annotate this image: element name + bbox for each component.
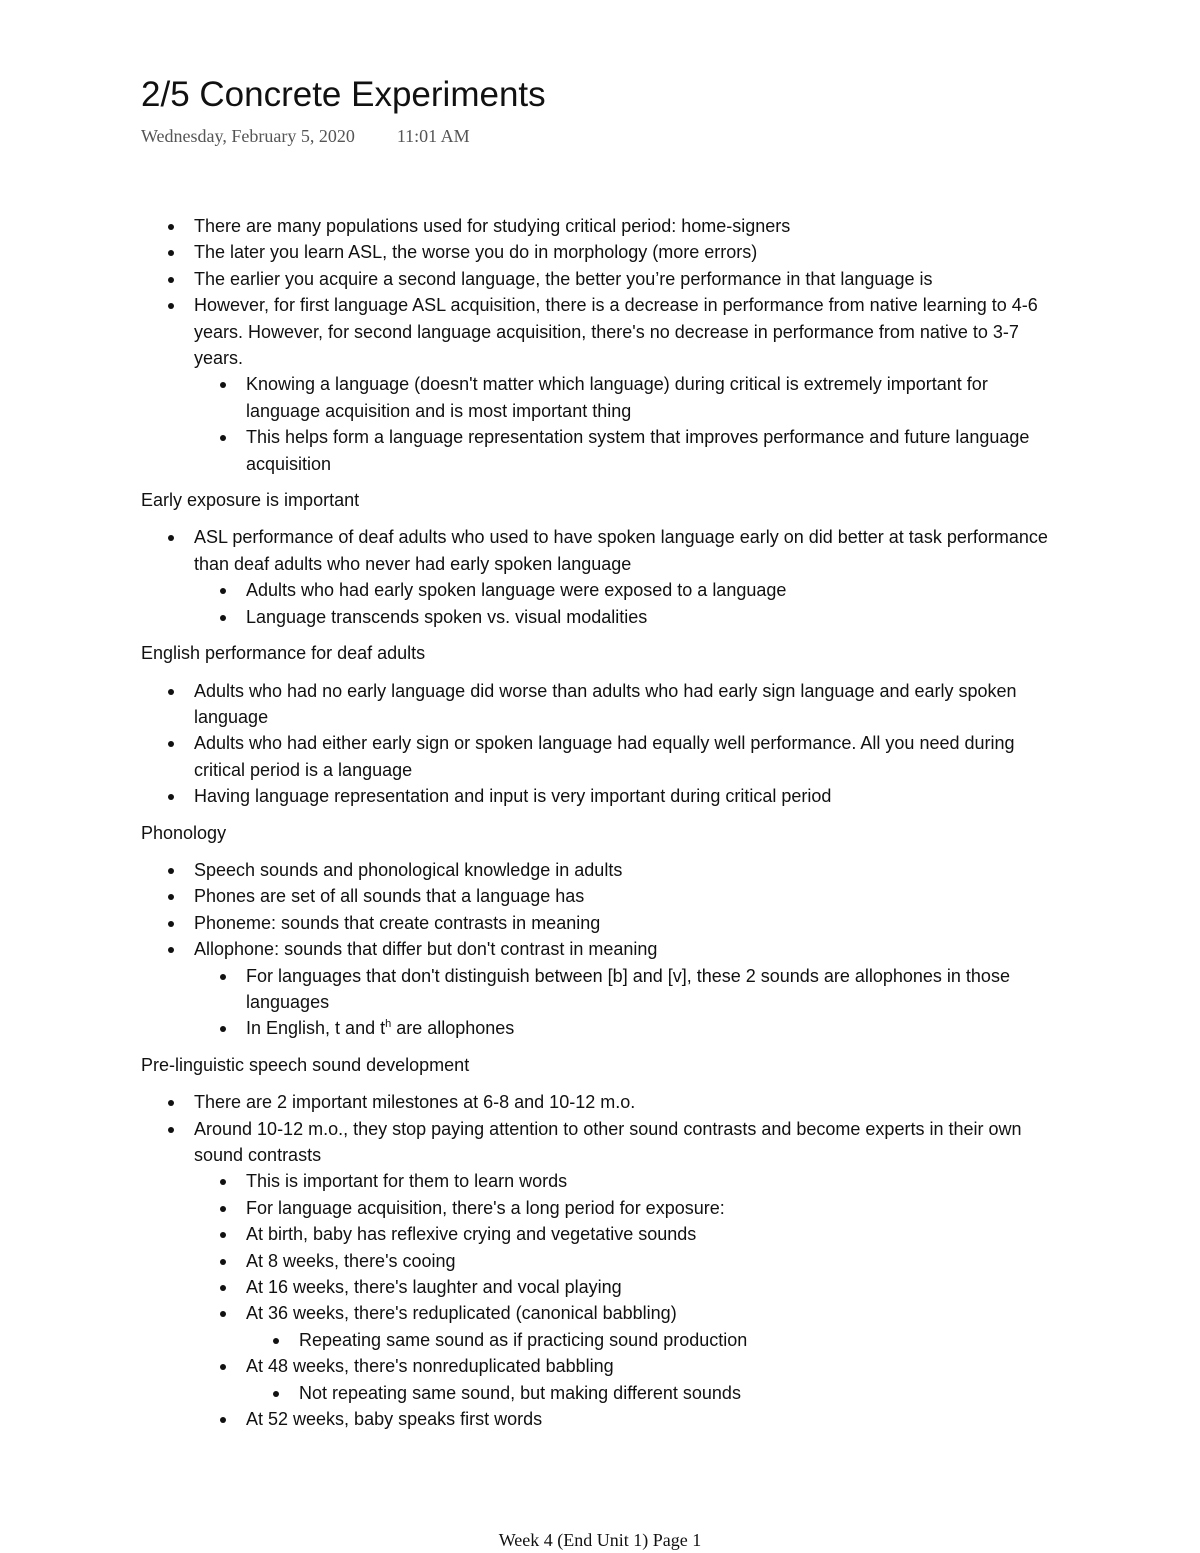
list-item: At 16 weeks, there's laughter and vocal playing [246,1274,1061,1300]
bullet-icon [273,1338,279,1344]
bullet-icon [168,794,174,800]
prelinguistic-sub-list [194,1168,1061,1432]
list-item: Phones are set of all sounds that a language has [194,883,1061,909]
list-item: Adults who had no early language did worse than adults who had early sign language and early spoken language [194,678,1061,731]
bullet-icon [168,250,174,256]
list-item: At 52 weeks, baby speaks first words [246,1406,1061,1432]
bullet-icon [168,224,174,230]
bullet-icon [220,615,226,621]
bullet-icon [220,1026,226,1032]
note-timestamp [141,126,470,147]
page-title: 2/5 Concrete Experiments [141,75,546,114]
bullet-icon [168,947,174,953]
bullet-icon [168,277,174,283]
list-item: For language acquisition, there's a long period for exposure: [246,1195,1061,1221]
note-date: Wednesday, February 5, 2020 [141,126,355,146]
list-item: Adults who had early spoken language were exposed to a language [246,577,1061,603]
section-heading-english-performance: English performance for deaf adults [141,643,426,664]
bullet-icon [168,689,174,695]
list-item: This helps form a language representation system that improves performance and future language acquisition [246,424,1061,477]
bullet-icon [220,1179,226,1185]
bullet-icon [168,868,174,874]
bullet-icon [220,1311,226,1317]
list-item: Knowing a language (doesn't matter which language) during critical is extremely important for language acquisition and is most important thing [246,371,1061,424]
list-item: Phoneme: sounds that create contrasts in meaning [194,910,1061,936]
list-item: At 48 weeks, there's nonreduplicated babbling Not repeating same sound, but making different sounds [246,1353,1061,1406]
bullet-icon [220,1232,226,1238]
list-item: Language transcends spoken vs. visual modalities [246,604,1061,630]
list-item: At 36 weeks, there's reduplicated (canonical babbling) Repeating same sound as if practicing sound production [246,1300,1061,1353]
bullet-icon [168,741,174,747]
superscript-h: h [385,1018,392,1031]
bullet-icon [168,535,174,541]
babbling-36-sub-list [246,1327,1061,1353]
list-item: There are 2 important milestones at 6-8 and 10-12 m.o. [194,1089,1061,1115]
bullet-icon [220,588,226,594]
bullet-icon [220,1417,226,1423]
list-item: However, for first language ASL acquisition, there is a decrease in performance from native learning to 4-6 years. However, for second language acquisition, there's no decrease in performance from native to 3-7 years. Knowing a language (doesn't matter which language) during critical is extremely important for language acquisition and is most important thing This helps form a language representation system that improves performance and future language acquisition [194,292,1061,477]
list-item: Repeating same sound as if practicing sound production [299,1327,1061,1353]
phonology-list [141,857,1061,1042]
bullet-icon [273,1391,279,1397]
babbling-48-sub-list [246,1380,1061,1406]
list-item: At birth, baby has reflexive crying and vegetative sounds [246,1221,1061,1247]
bullet-icon [220,1364,226,1370]
bullet-icon [220,974,226,980]
section-heading-phonology: Phonology [141,822,227,843]
bullet-icon [168,1100,174,1106]
bullet-icon [220,1285,226,1291]
bullet-icon [168,303,174,309]
list-item: There are many populations used for studying critical period: home-signers [194,213,1061,239]
bullet-icon [220,382,226,388]
bullet-icon [168,1127,174,1133]
bullet-icon [168,894,174,900]
list-item: Allophone: sounds that differ but don't contrast in meaning For languages that don't distinguish between [b] and [v], these 2 sounds are allophones in those languages In English, t and $t^h$ are allophones [194,936,1061,1042]
bullet-icon [168,921,174,927]
early-list [141,524,1061,630]
bullet-icon [220,1206,226,1212]
list-item: ASL performance of deaf adults who used to have spoken language early on did better at task performance than deaf adults who never had early spoken language Adults who had early spoken language were exposed to a language Language transcends spoken vs. visual modalities [194,524,1061,630]
list-item: Not repeating same sound, but making different sounds [299,1380,1061,1406]
list-item: The earlier you acquire a second language, the better you’re performance in that language is [194,266,1061,292]
prelinguistic-list [141,1089,1061,1432]
phonology-sub-list [194,963,1061,1042]
list-item: In English, t and $t^h$ are allophones [246,1015,1061,1041]
note-body [141,213,1061,1432]
list-item: Around 10-12 m.o., they stop paying attention to other sound contrasts and become experts in their own sound contrasts This is important for them to learn words For language acquisition, there's a long period for exposure: At birth, baby has reflexive crying and vegetative sounds At 8 weeks, there's cooing At 16 weeks, there's laughter and vocal playing At 36 weeks, there's reduplicated (canonical babbling) Repeating same sound as if practicing sound production At 48 weeks, there's nonreduplicated babbling Not repeating same sound, but making different sounds At 52 weeks, baby speaks first words [194,1116,1061,1433]
section-heading-prelinguistic: Pre-linguistic speech sound development [141,1054,470,1075]
section-heading-early-exposure: Early exposure is important [141,490,360,511]
list-item: Speech sounds and phonological knowledge in adults [194,857,1061,883]
bullet-icon [220,435,226,441]
intro-list [141,213,1061,477]
list-item: This is important for them to learn words [246,1168,1061,1194]
list-item: At 8 weeks, there's cooing [246,1248,1061,1274]
early-sub-list [194,577,1061,630]
bullet-icon [220,1259,226,1265]
english-list [141,678,1061,810]
list-item: Having language representation and input is very important during critical period [194,783,1061,809]
page-footer: Week 4 (End Unit 1) Page 1 [498,1530,702,1550]
list-item: Adults who had either early sign or spoken language had equally well performance. All you need during critical period is a language [194,730,1061,783]
intro-sub-list [194,371,1061,477]
note-time: 11:01 AM [396,126,470,146]
list-item: For languages that don't distinguish between [b] and [v], these 2 sounds are allophones in those languages [246,963,1061,1016]
list-item: The later you learn ASL, the worse you do in morphology (more errors) [194,239,1061,265]
